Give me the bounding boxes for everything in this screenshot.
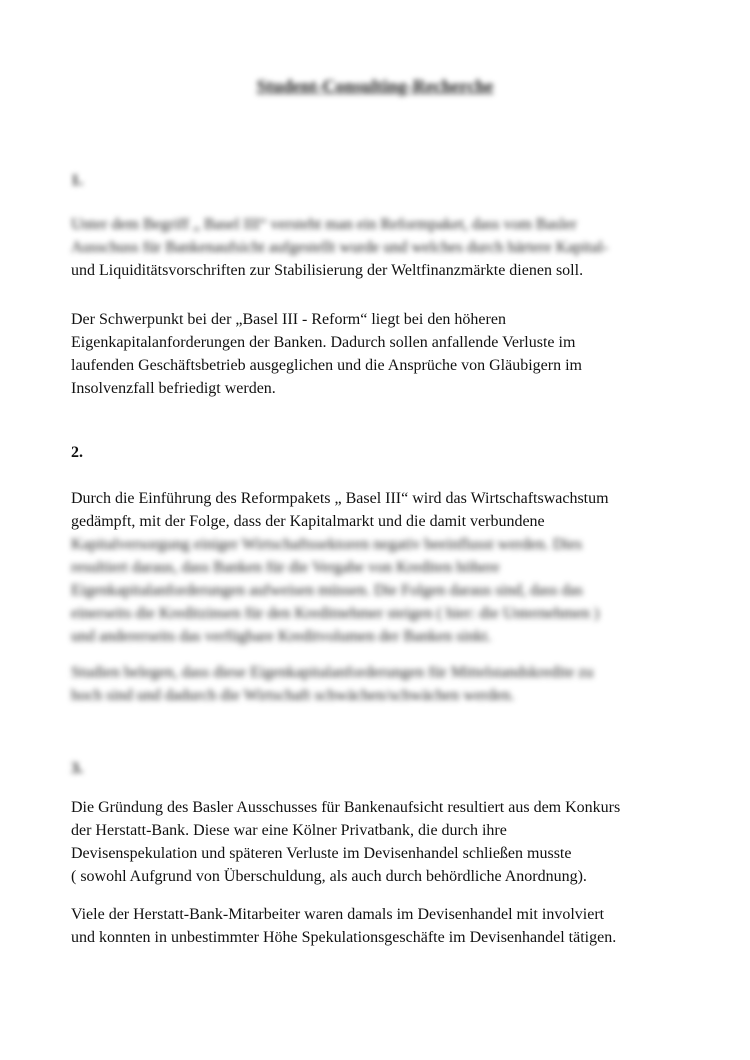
paragraph-line: gedämpft, mit der Folge, dass der Kapitalmarkt und die damit verbundene bbox=[71, 513, 545, 530]
paragraph-line: einerseits die Kreditzinsen für den Kreditnehmer steigen ( hier: die Unternehmen ) bbox=[71, 605, 600, 622]
paragraph-line: Ausschuss für Bankenaufsicht aufgestellt wurde und welches durch härtere Kapital- bbox=[71, 239, 609, 256]
paragraph-line: Die Gründung des Basler Ausschusses für Bankenaufsicht resultiert aus dem Konkurs bbox=[71, 799, 621, 816]
paragraph-line: und andererseits das verfügbare Kreditvolumen der Banken sinkt. bbox=[71, 628, 492, 645]
paragraph-line: Unter dem Begriff „ Basel III“ versteht man ein Reformpaket, dass vom Basler bbox=[71, 216, 577, 233]
paragraph-line: Studien belegen, dass diese Eigenkapitalanforderungen für Mittelstandskredite zu bbox=[71, 664, 594, 681]
section-1-number: 1. bbox=[71, 172, 83, 189]
paragraph-line: Eigenkapitalanforderungen aufweisen müssen. Die Folgen daraus sind, dass das bbox=[71, 582, 583, 599]
paragraph-line: Eigenkapitalanforderungen der Banken. Dadurch sollen anfallende Verluste im bbox=[71, 334, 576, 351]
paragraph-line: Devisenspekulation und späteren Verluste im Devisenhandel schließen musste bbox=[71, 845, 572, 862]
paragraph-line: und konnten in unbestimmter Höhe Spekulationsgeschäfte im Devisenhandel tätigen. bbox=[71, 929, 617, 946]
document-title: Student-Consulting-Recherche bbox=[256, 76, 494, 96]
section-1-paragraph-2 bbox=[71, 308, 691, 400]
paragraph-line: resultiert daraus, dass Banken für die Vergabe von Krediten höhere bbox=[71, 559, 500, 576]
section-3-paragraph-1 bbox=[71, 796, 691, 888]
paragraph-line: Durch die Einführung des Reformpakets „ Basel III“ wird das Wirtschaftswachstum bbox=[71, 490, 609, 507]
paragraph-line: Kapitalversorgung einiger Wirtschaftssektoren negativ beeinflusst werden. Dies bbox=[71, 536, 583, 553]
paragraph-line: laufenden Geschäftsbetrieb ausgeglichen und die Ansprüche von Gläubigern im bbox=[71, 357, 582, 374]
section-1-paragraph-1 bbox=[71, 213, 691, 282]
section-2-paragraph-1 bbox=[71, 487, 691, 648]
section-2-paragraph-2 bbox=[71, 661, 691, 707]
paragraph-line: hoch sind und dadurch die Wirtschaft schwächen/schwächen werden. bbox=[71, 687, 515, 704]
paragraph-line: der Herstatt-Bank. Diese war eine Kölner Privatbank, die durch ihre bbox=[71, 822, 507, 839]
section-2-number: 2. bbox=[71, 444, 83, 461]
paragraph-line: ( sowohl Aufgrund von Überschuldung, als auch durch behördliche Anordnung). bbox=[71, 868, 587, 885]
paragraph-line: und Liquiditätsvorschriften zur Stabilisierung der Weltfinanzmärkte dienen soll. bbox=[71, 262, 584, 279]
section-3-number: 3. bbox=[71, 760, 83, 777]
section-3-paragraph-2 bbox=[71, 903, 691, 949]
paragraph-line: Der Schwerpunkt bei der „Basel III - Reform“ liegt bei den höheren bbox=[71, 311, 506, 328]
paragraph-line: Viele der Herstatt-Bank-Mitarbeiter waren damals im Devisenhandel mit involviert bbox=[71, 906, 605, 923]
paragraph-line: Insolvenzfall befriedigt werden. bbox=[71, 380, 276, 397]
